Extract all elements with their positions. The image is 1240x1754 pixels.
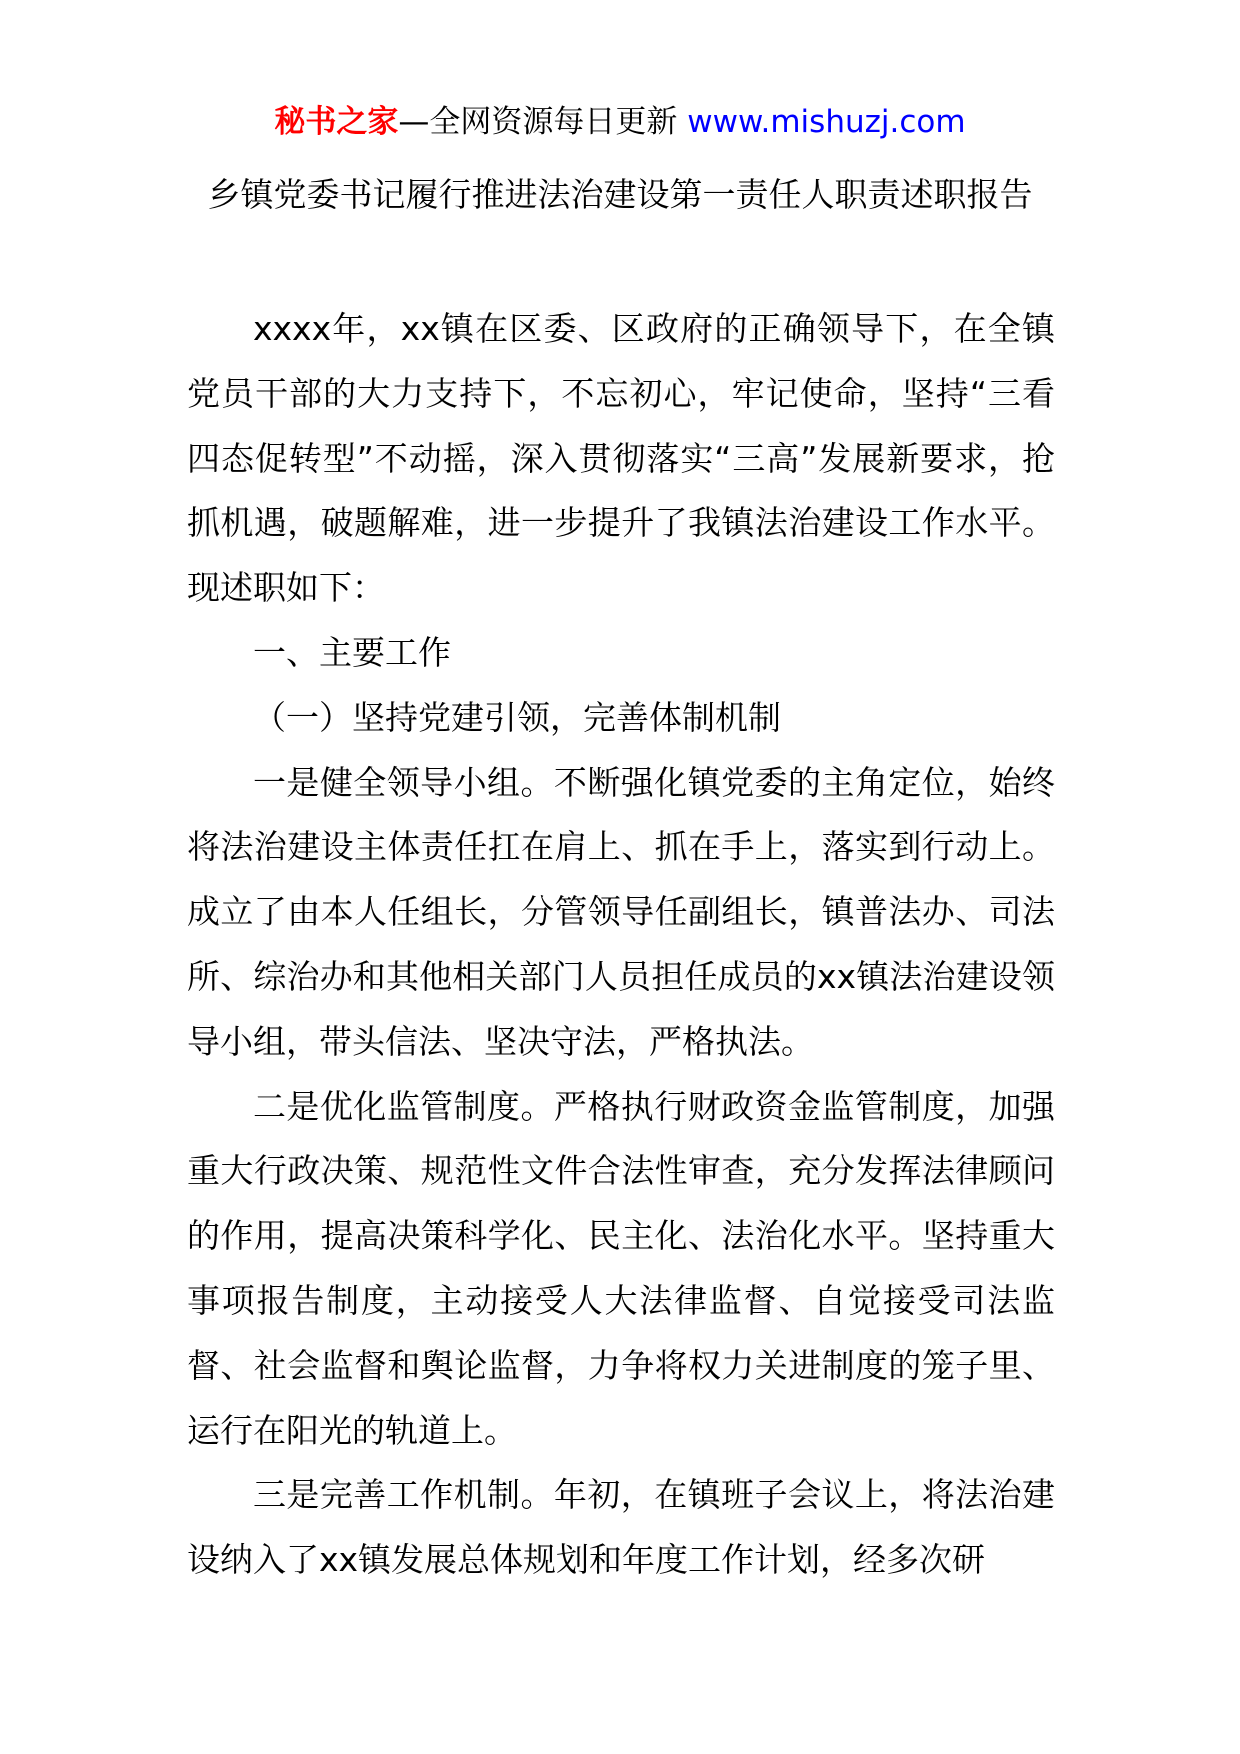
intro-paragraph: xxxx年，xx镇在区委、区政府的正确领导下，在全镇党员干部的大力支持下，不忘初心，牢记使命，坚持“三看四态促转型”不动摇，深入贯彻落实“三高”发展新要求，抢抓机遇，破题解难，进一步提升了我镇法治建设工作水平。现述职如下： bbox=[187, 309, 1055, 608]
site-banner bbox=[0, 100, 1240, 144]
subsection-heading-party-building: （一）坚持党建引领，完善体制机制 bbox=[253, 697, 781, 737]
banner-url-link[interactable]: www.mishuzj.com bbox=[687, 104, 966, 140]
paragraph-work-mechanism: 三是完善工作机制。年初，在镇班子会议上，将法治建设纳入了xx镇发展总体规划和年度工作计划，经多次研 bbox=[187, 1475, 1055, 1580]
document-title: 乡镇党委书记履行推进法治建设第一责任人职责述职报告 bbox=[207, 175, 1033, 214]
document-body bbox=[187, 297, 1055, 1593]
paragraph-supervision-system: 二是优化监管制度。严格执行财政资金监管制度，加强重大行政决策、规范性文件合法性审查，充分发挥法律顾问的作用，提高决策科学化、民主化、法治化水平。坚持重大事项报告制度，主动接受人大法律监督、自觉接受司法监督、社会监督和舆论监督，力争将权力关进制度的笼子里、运行在阳光的轨道上。 bbox=[187, 1086, 1055, 1450]
paragraph-leading-group: 一是健全领导小组。不断强化镇党委的主角定位，始终将法治建设主体责任扛在肩上、抓在手上，落实到行动上。成立了由本人任组长，分管领导任副组长，镇普法办、司法所、综治办和其他相关部门人员担任成员的xx镇法治建设领导小组，带头信法、坚决守法，严格执法。 bbox=[187, 762, 1055, 1061]
section-heading-main-work: 一、主要工作 bbox=[253, 632, 451, 672]
banner-brand: 秘书之家 bbox=[274, 104, 399, 140]
banner-tagline: —全网资源每日更新 bbox=[398, 104, 678, 140]
